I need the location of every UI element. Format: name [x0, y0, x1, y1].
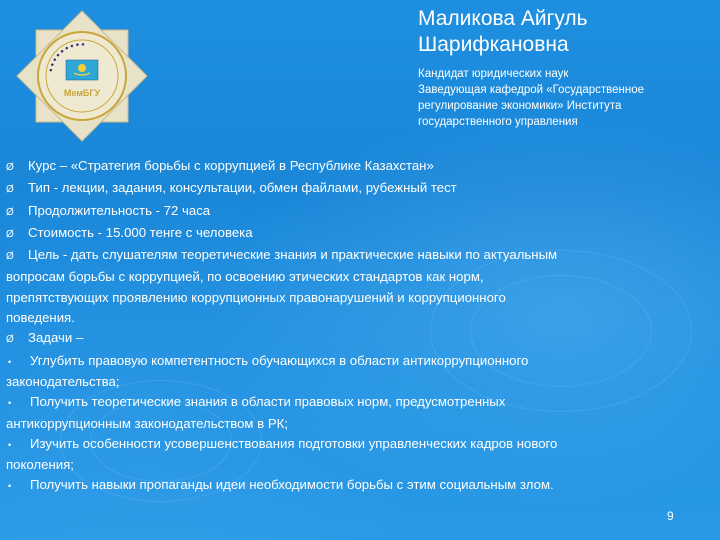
author-header [418, 6, 714, 130]
list-item [6, 351, 714, 372]
author-name [418, 6, 714, 58]
list-item-text: Продолжительность - 72 часа [28, 202, 211, 218]
list-item-text: Углубить правовую компетентность обучающихся в области антикоррупционного [30, 352, 529, 368]
list-item-text: Курс – «Стратегия борьбы с коррупцией в Республике Казахстан» [28, 158, 434, 173]
continuation-line: поколения; [6, 457, 74, 473]
continuation-line: вопросам борьбы с коррупцией, по освоению этических стандартов как норм, [6, 269, 484, 285]
list-item [6, 328, 714, 350]
list-item-text: Стоимость - 15.000 тенге с человека [28, 224, 253, 240]
list-item [6, 223, 714, 245]
list-item [6, 201, 714, 223]
dot-bullet-icon: • [8, 439, 12, 450]
list-item-text: Изучить особенности усовершенствования подготовки управленческих кадров нового [30, 435, 558, 451]
arrow-bullet-icon: Ø [6, 228, 14, 240]
list-item [6, 434, 714, 455]
continuation-line: антикоррупционным законодательством в РК; [6, 415, 288, 431]
arrow-bullet-icon: Ø [6, 184, 14, 196]
arrow-bullet-icon: Ø [6, 334, 14, 346]
credentials-line: государственного управления [418, 116, 578, 128]
continuation-line: препятствующих проявлению коррупционных правонарушений и коррупционного [6, 289, 506, 305]
logo-label: МемБГУ [63, 88, 101, 98]
list-item [6, 245, 714, 267]
list-item [6, 178, 714, 200]
list-item [6, 392, 714, 413]
author-credentials [418, 66, 714, 130]
dot-bullet-icon: • [8, 398, 12, 409]
list-item-text: Получить теоретические знания в области правовых норм, предусмотренных [30, 394, 506, 410]
list-item [6, 156, 714, 178]
arrow-bullet-icon: Ø [6, 162, 14, 173]
credentials-line: регулирование экономики» Института [418, 100, 622, 112]
dot-bullet-icon: • [8, 481, 12, 492]
dot-bullet-icon: • [8, 356, 12, 367]
arrow-bullet-icon: Ø [6, 206, 14, 218]
svg-text:● ● ● ● ● ● ● ● ●: ● ● ● ● ● ● ● ● ● [48, 41, 85, 73]
author-name-line: Маликова Айгуль [418, 7, 588, 30]
list-item-text: Задачи – [28, 330, 84, 346]
list-item [6, 475, 714, 496]
author-name-line: Шарифкановна [418, 33, 569, 56]
continuation-line: законодательства; [6, 373, 120, 389]
list-item-text: Тип - лекции, задания, консультации, обмен файлами, рубежный тест [28, 180, 457, 196]
page-number: 9 [667, 509, 674, 523]
list-item-text: Получить навыки пропаганды идеи необходимости борьбы с этим социальным злом. [30, 477, 554, 493]
list-item-text: Цель - дать слушателям теоретические знания и практические навыки по актуальным [28, 247, 558, 263]
credentials-line: Заведующая кафедрой «Государственное [418, 84, 644, 96]
arrow-bullet-icon: Ø [6, 251, 14, 263]
course-description [6, 156, 714, 497]
continuation-line: поведения. [6, 310, 75, 326]
university-logo [8, 2, 156, 150]
credentials-line: Кандидат юридических наук [418, 68, 569, 80]
